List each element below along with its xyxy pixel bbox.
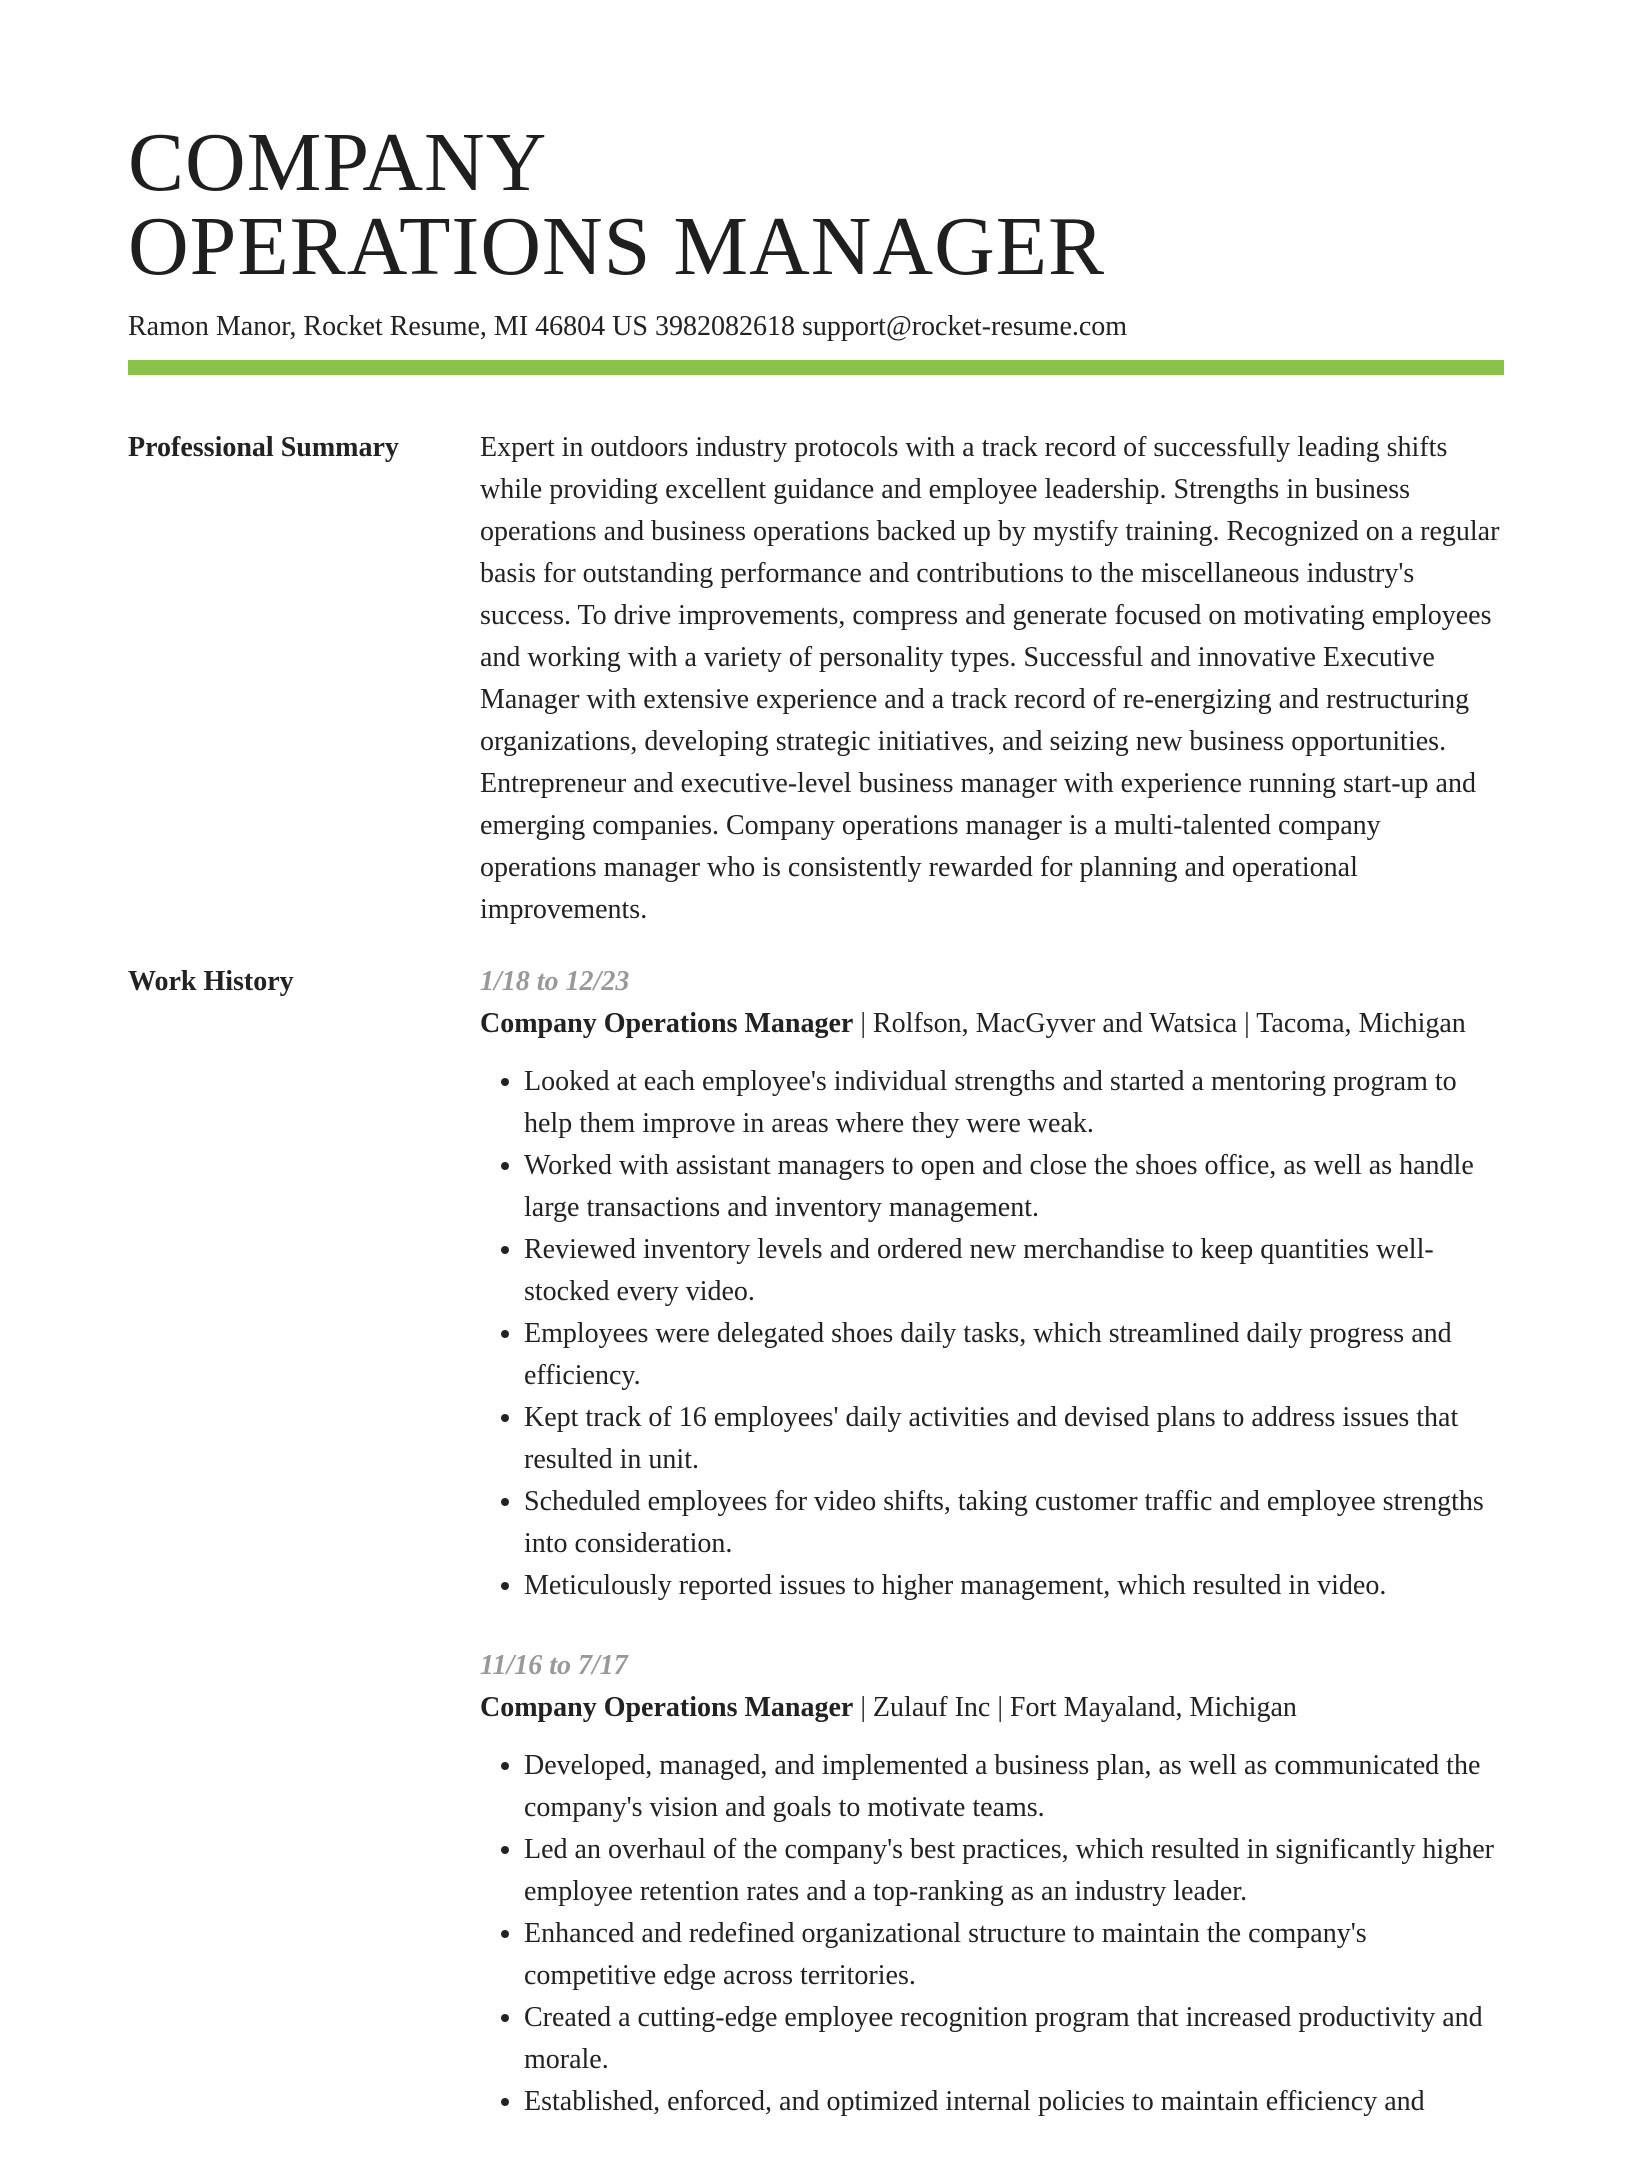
job-bullet: • Meticulously reported issues to higher management, which resulted in video. xyxy=(524,1565,1504,1607)
section-label-work-history: Work History xyxy=(128,966,294,997)
job-heading xyxy=(480,1687,1504,1729)
job-heading xyxy=(480,1003,1504,1045)
job-entry xyxy=(480,961,1504,1607)
job-bullet: • Employees were delegated shoes daily tasks, which streamlined daily progress and efficiency. xyxy=(524,1313,1504,1397)
job-bullet: • Enhanced and redefined organizational structure to maintain the company's competitive edge across territories. xyxy=(524,1913,1504,1997)
work-history-section xyxy=(128,961,1504,2161)
summary-body xyxy=(480,427,1504,931)
job-bullet: • Kept track of 16 employees' daily activities and devised plans to address issues that resulted in unit. xyxy=(524,1397,1504,1481)
section-label-summary: Professional Summary xyxy=(128,432,399,463)
job-details: | Zulauf Inc | Fort Mayaland, Michigan xyxy=(853,1692,1297,1723)
job-title: Company Operations Manager xyxy=(480,1008,854,1039)
job-date: 11/16 to 7/17 xyxy=(480,1650,628,1681)
job-bullet: • Reviewed inventory levels and ordered new merchandise to keep quantities well-stocked every video. xyxy=(524,1229,1504,1313)
job-bullet: • Looked at each employee's individual strengths and started a mentoring program to help them improve in areas where they were weak. xyxy=(524,1061,1504,1145)
title-line-1: COMPANY xyxy=(128,116,548,209)
job-entry xyxy=(480,1645,1504,2123)
job-bullet-list xyxy=(480,1745,1504,2123)
job-bullet: • Scheduled employees for video shifts, taking customer traffic and employee strengths into consideration. xyxy=(524,1481,1504,1565)
job-bullet: • Worked with assistant managers to open and close the shoes office, as well as handle large transactions and inventory management. xyxy=(524,1145,1504,1229)
job-bullet: • Developed, managed, and implemented a business plan, as well as communicated the company's vision and goals to motivate teams. xyxy=(524,1745,1504,1829)
job-bullet: • Led an overhaul of the company's best practices, which resulted in significantly higher employee retention rates and a top-ranking as an industry leader. xyxy=(524,1829,1504,1913)
accent-divider xyxy=(128,360,1504,375)
title-line-2: OPERATIONS MANAGER xyxy=(128,200,1106,293)
professional-summary-section xyxy=(128,427,1504,931)
work-history-body xyxy=(480,961,1504,2161)
contact-info: Ramon Manor, Rocket Resume, MI 46804 US 3982082618 support@rocket-resume.com xyxy=(128,311,1128,342)
job-date: 1/18 to 12/23 xyxy=(480,966,630,997)
job-details: | Rolfson, MacGyver and Watsica | Tacoma, Michigan xyxy=(853,1008,1466,1039)
page-title xyxy=(128,0,1504,293)
job-bullet: • Established, enforced, and optimized internal policies to maintain efficiency and xyxy=(524,2081,1504,2123)
job-title: Company Operations Manager xyxy=(480,1692,854,1723)
job-bullet: • Created a cutting-edge employee recognition program that increased productivity and morale. xyxy=(524,1997,1504,2081)
summary-text: Expert in outdoors industry protocols with a track record of successfully leading shifts while providing excellent guidance and employee leadership. Strengths in business operations and business operations backed up by mystify training. Recognized on a regular basis for outstanding performance and contributions to the miscellaneous industry's success. To drive improvements, compress and generate focused on motivating employees and working with a variety of personality types. Successful and innovative Executive Manager with extensive experience and a track record of re-energizing and restructuring organizations, developing strategic initiatives, and seizing new business opportunities. Entrepreneur and executive-level business manager with experience running start-up and emerging companies. Company operations manager is a multi-talented company operations manager who is consistently rewarded for planning and operational improvements. xyxy=(480,432,1500,925)
job-bullet-list xyxy=(480,1061,1504,1607)
